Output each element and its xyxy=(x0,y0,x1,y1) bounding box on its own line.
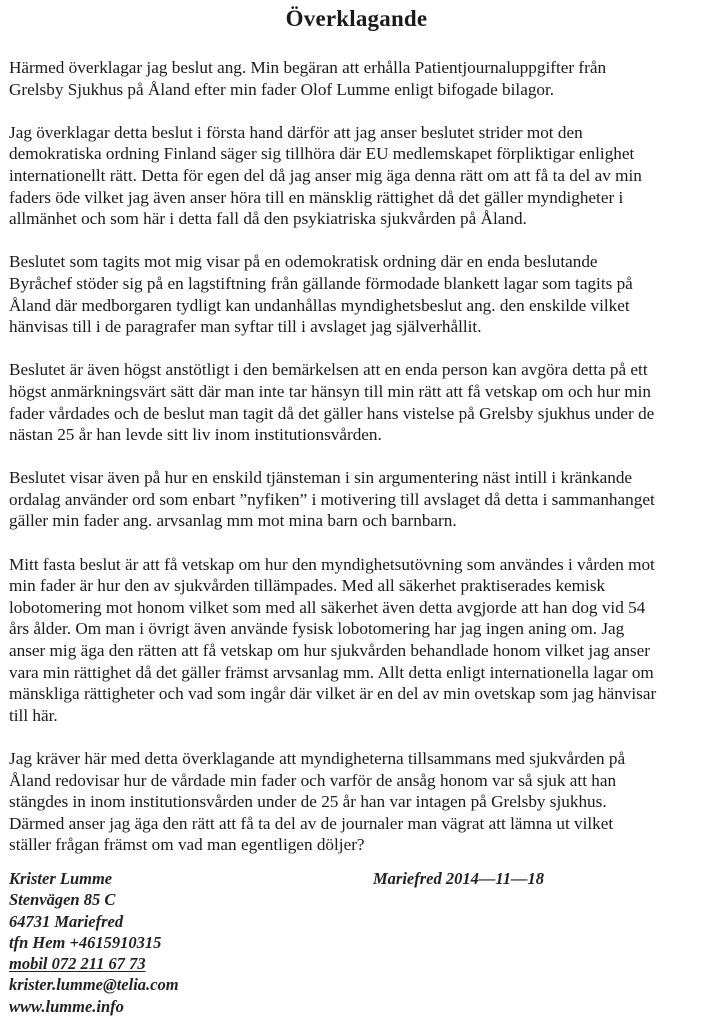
paragraph xyxy=(9,359,709,445)
text-line: Beslutet visar även på hur en enskild tjänsteman i sin argumentering näst intill i kränkande xyxy=(9,468,633,488)
text-line: Åland redovisar hur de vårdade min fader och varför de ansåg honom var så sjuk att han xyxy=(9,770,617,790)
text-line: Jag överklagar detta beslut i första hand därför att jag anser beslutet strider mot den xyxy=(9,122,583,142)
sender-name: Krister Lumme xyxy=(9,869,113,888)
text-line: allmänhet och som här i detta fall då den psykiatriska sjukvården på Åland. xyxy=(9,209,527,229)
text-line: till här. xyxy=(9,705,58,725)
text-line: hänvisas till i de paragrafer man syftar till i avslaget jag själverhållit. xyxy=(9,317,482,337)
text-line: Byråchef stöder sig på en lagstiftning från gällande förmodade blankett lagar som tagits på xyxy=(9,273,633,293)
text-line: vara min rättighet då det gäller främst arvsanlag mm. Allt detta enligt internationella lagar om xyxy=(9,662,654,682)
letter-body xyxy=(9,57,709,878)
place-date: Mariefred 2014—11—18 xyxy=(373,869,544,888)
text-line: lobotomering mot honom vilket som med all säkerhet även detta avgjorde att han dog vid 54 xyxy=(9,597,646,617)
paragraph xyxy=(9,251,709,337)
text-line: min fader är hur den av sjukvården tillämpades. Med all säkerhet praktiserades kemisk xyxy=(9,576,606,596)
text-line: Därmed anser jag äga den rätt att få ta del av de journaler man vägrat att lämna ut vilket xyxy=(9,813,614,833)
sender-website: www.lumme.info xyxy=(9,996,124,1016)
text-line: internationellt rätt. Detta för egen del då jag anser mig äga denna rätt om att få ta del av min xyxy=(9,165,642,185)
text-line: Grelsby Sjukhus på Åland efter min fader Olof Lumme enligt bifogade bilagor. xyxy=(9,79,555,99)
sender-email: krister.lumme@telia.com xyxy=(9,975,179,995)
sender-postal: 64731 Mariefred xyxy=(9,911,124,931)
text-line: fader vårdades och de beslut man tagit då det gäller hans vistelse på Grelsby sjukhus under de xyxy=(9,403,655,423)
sender-street: Stenvägen 85 C xyxy=(9,890,116,910)
paragraph xyxy=(9,554,709,727)
signature-block xyxy=(9,868,179,1017)
sender-home-phone: tfn Hem +4615910315 xyxy=(9,932,162,952)
text-line: mänskliga rättigheter och vad som ingår där vilket är en del av min ovetskap som jag hänvisar xyxy=(9,684,657,704)
text-line: nästan 25 år han levde sitt liv inom institutionsvården. xyxy=(9,425,382,445)
text-line: Beslutet är även högst anstötligt i den bemärkelsen att en enda person kan avgöra detta på ett xyxy=(9,360,648,380)
text-line: högst anmärkningsvärt sätt där man inte tar hänsyn till min rätt att få vetskap om och hur min xyxy=(9,381,651,401)
text-line: års ålder. Om man i övrigt även använde fysisk lobotomering har jag ingen aning om. Jag xyxy=(9,619,625,639)
sender-mobile-phone: mobil 072 211 67 73 xyxy=(9,954,146,974)
paragraph xyxy=(9,122,709,230)
text-line: ordalag använder ord som enbart ”nyfiken” i motivering till avslaget då detta i sammanhanget xyxy=(9,489,655,509)
text-line: Beslutet som tagits mot mig visar på en odemokratisk ordning där en enda beslutande xyxy=(9,252,598,272)
document-title: Överklagande xyxy=(285,6,428,31)
text-line: Mitt fasta beslut är att få vetskap om hur den myndighetsutövning som användes i vården mot xyxy=(9,554,655,574)
paragraph xyxy=(9,57,709,100)
text-line: Härmed överklagar jag beslut ang. Min begäran att erhålla Patientjournaluppgifter från xyxy=(9,58,607,77)
text-line: Jag kräver här med detta överklagande att myndigheterna tillsammans med sjukvården på xyxy=(9,749,626,768)
text-line: Åland där medborgaren tydligt kan undanhållas myndighetsbeslut ang. den enskilde vilket xyxy=(9,295,630,315)
text-line: ställer frågan främst om vad man egentligen döljer? xyxy=(9,835,365,855)
text-line: stängdes in inom institutionsvården under de 25 år han var intagen på Grelsby sjukhus. xyxy=(9,792,607,812)
text-line: anser mig äga den rätten att få vetskap om hur sjukvården behandlade honom vilket jag anser xyxy=(9,641,650,661)
text-line: demokratiska ordning Finland säger sig tillhöra där EU medlemskapet förpliktigar enlighet xyxy=(9,144,635,164)
text-line: faders öde vilket jag även anser höra till en mänsklig rättighet då det gäller myndigheter i xyxy=(9,187,624,207)
paragraph xyxy=(9,467,709,532)
paragraph xyxy=(9,748,709,856)
text-line: gäller min fader ang. arvsanlag mm mot mina barn och barnbarn. xyxy=(9,511,457,531)
